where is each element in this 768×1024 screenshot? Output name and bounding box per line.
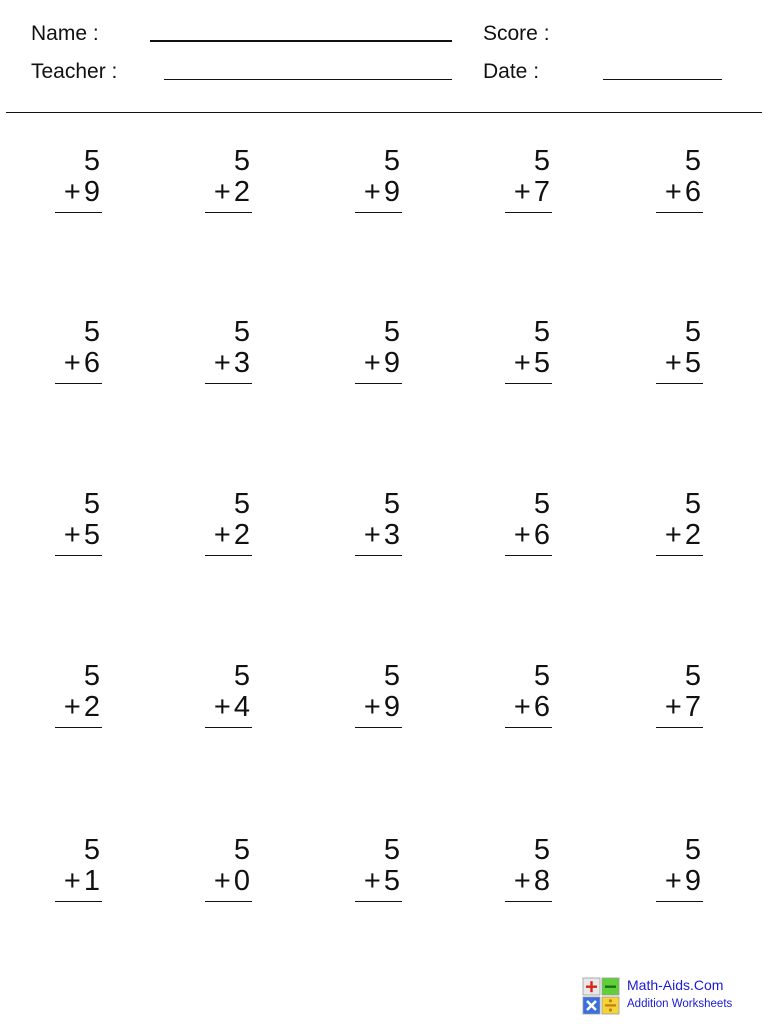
- problem-top-number: 5: [533, 660, 550, 692]
- problem-bottom-number: 6: [83, 347, 100, 379]
- problem-bottom-row: [665, 520, 701, 550]
- problem-top-number: 5: [83, 488, 100, 520]
- addition-problem: [42, 317, 102, 397]
- answer-line[interactable]: [505, 383, 552, 384]
- plus-operator: +: [513, 691, 531, 723]
- problem-bottom-number: 2: [233, 519, 250, 551]
- addition-problem: [643, 146, 703, 226]
- problem-bottom-number: 9: [383, 176, 400, 208]
- addition-problem: [42, 661, 102, 741]
- answer-line[interactable]: [656, 383, 703, 384]
- problem-bottom-row: [514, 177, 550, 207]
- problem-top-number: 5: [684, 488, 701, 520]
- problem-bottom-row: [514, 348, 550, 378]
- plus-operator: +: [63, 519, 81, 551]
- problem-top-number: 5: [684, 660, 701, 692]
- problem-bottom-number: 4: [233, 691, 250, 723]
- answer-line[interactable]: [55, 212, 102, 213]
- answer-line[interactable]: [355, 212, 402, 213]
- addition-problem: [492, 317, 552, 397]
- teacher-field-line[interactable]: [164, 79, 452, 80]
- math-operations-icon: [582, 977, 620, 1015]
- addition-problem: [492, 146, 552, 226]
- plus-operator: +: [363, 176, 381, 208]
- addition-problem: [342, 661, 402, 741]
- addition-problem: [643, 835, 703, 915]
- addition-problem: [643, 489, 703, 569]
- answer-line[interactable]: [656, 212, 703, 213]
- plus-operator: +: [363, 865, 381, 897]
- plus-operator: +: [363, 691, 381, 723]
- addition-problem: [192, 661, 252, 741]
- plus-operator: +: [213, 176, 231, 208]
- problem-bottom-row: [514, 520, 550, 550]
- problem-bottom-number: 7: [533, 176, 550, 208]
- problem-top-number: 5: [83, 316, 100, 348]
- name-label: Name :: [31, 22, 99, 45]
- plus-operator: +: [63, 865, 81, 897]
- plus-operator: +: [664, 519, 682, 551]
- name-field-line[interactable]: [150, 40, 452, 42]
- answer-line[interactable]: [355, 901, 402, 902]
- problem-bottom-number: 0: [233, 865, 250, 897]
- problem-bottom-number: 5: [383, 865, 400, 897]
- answer-line[interactable]: [355, 383, 402, 384]
- problem-top-number: 5: [684, 316, 701, 348]
- answer-line[interactable]: [656, 727, 703, 728]
- problem-top-number: 5: [383, 145, 400, 177]
- problem-bottom-row: [214, 348, 250, 378]
- problem-bottom-number: 8: [533, 865, 550, 897]
- problem-bottom-row: [214, 520, 250, 550]
- answer-line[interactable]: [205, 727, 252, 728]
- answer-line[interactable]: [355, 555, 402, 556]
- answer-line[interactable]: [656, 555, 703, 556]
- addition-problem: [342, 835, 402, 915]
- problem-top-number: 5: [233, 316, 250, 348]
- answer-line[interactable]: [355, 727, 402, 728]
- date-field-line[interactable]: [603, 79, 722, 80]
- problem-bottom-row: [514, 866, 550, 896]
- plus-operator: +: [513, 176, 531, 208]
- answer-line[interactable]: [505, 901, 552, 902]
- problem-bottom-row: [64, 866, 100, 896]
- plus-operator: +: [363, 519, 381, 551]
- problem-bottom-number: 1: [83, 865, 100, 897]
- problem-top-number: 5: [684, 834, 701, 866]
- plus-operator: +: [513, 347, 531, 379]
- answer-line[interactable]: [505, 727, 552, 728]
- problem-bottom-row: [364, 692, 400, 722]
- answer-line[interactable]: [505, 555, 552, 556]
- site-subtitle: Addition Worksheets: [627, 998, 733, 1010]
- problem-bottom-row: [514, 692, 550, 722]
- plus-operator: +: [213, 519, 231, 551]
- addition-problem: [492, 835, 552, 915]
- plus-operator: +: [513, 519, 531, 551]
- addition-problem: [643, 317, 703, 397]
- problem-bottom-number: 3: [383, 519, 400, 551]
- addition-problem: [643, 661, 703, 741]
- problem-top-number: 5: [83, 660, 100, 692]
- problem-bottom-row: [364, 520, 400, 550]
- problem-top-number: 5: [233, 488, 250, 520]
- problem-bottom-row: [665, 348, 701, 378]
- plus-operator: +: [664, 691, 682, 723]
- problem-bottom-number: 6: [533, 691, 550, 723]
- problem-bottom-number: 2: [684, 519, 701, 551]
- problem-bottom-row: [665, 692, 701, 722]
- plus-operator: +: [213, 347, 231, 379]
- problem-top-number: 5: [83, 145, 100, 177]
- problem-bottom-number: 9: [684, 865, 701, 897]
- problem-top-number: 5: [684, 145, 701, 177]
- addition-problem: [492, 661, 552, 741]
- problem-bottom-row: [64, 692, 100, 722]
- answer-line[interactable]: [55, 383, 102, 384]
- problem-top-number: 5: [233, 660, 250, 692]
- problem-bottom-number: 5: [533, 347, 550, 379]
- problem-top-number: 5: [533, 316, 550, 348]
- addition-problem: [492, 489, 552, 569]
- answer-line[interactable]: [55, 901, 102, 902]
- problem-bottom-number: 5: [83, 519, 100, 551]
- problem-bottom-row: [364, 866, 400, 896]
- plus-operator: +: [664, 347, 682, 379]
- problem-bottom-number: 9: [383, 691, 400, 723]
- problem-bottom-number: 2: [233, 176, 250, 208]
- problem-bottom-row: [364, 177, 400, 207]
- problem-top-number: 5: [233, 834, 250, 866]
- problem-bottom-row: [665, 177, 701, 207]
- problem-bottom-row: [364, 348, 400, 378]
- math-aids-branding: [582, 974, 762, 1018]
- problem-bottom-number: 5: [684, 347, 701, 379]
- problem-top-number: 5: [383, 660, 400, 692]
- problem-bottom-row: [214, 866, 250, 896]
- problem-bottom-number: 6: [533, 519, 550, 551]
- problem-bottom-number: 7: [684, 691, 701, 723]
- addition-problem: [342, 489, 402, 569]
- problem-top-number: 5: [383, 488, 400, 520]
- problem-bottom-row: [665, 866, 701, 896]
- plus-operator: +: [363, 347, 381, 379]
- problem-bottom-number: 6: [684, 176, 701, 208]
- answer-line[interactable]: [205, 212, 252, 213]
- answer-line[interactable]: [205, 901, 252, 902]
- problem-top-number: 5: [383, 316, 400, 348]
- answer-line[interactable]: [55, 727, 102, 728]
- addition-problem: [42, 489, 102, 569]
- problem-bottom-number: 9: [83, 176, 100, 208]
- addition-problem: [192, 317, 252, 397]
- problem-bottom-row: [64, 348, 100, 378]
- problem-bottom-row: [64, 177, 100, 207]
- answer-line[interactable]: [55, 555, 102, 556]
- problem-bottom-number: 9: [383, 347, 400, 379]
- plus-operator: +: [63, 347, 81, 379]
- problem-bottom-row: [64, 520, 100, 550]
- score-label: Score :: [483, 22, 550, 45]
- plus-operator: +: [664, 865, 682, 897]
- problem-bottom-number: 2: [83, 691, 100, 723]
- plus-operator: +: [664, 176, 682, 208]
- plus-operator: +: [513, 865, 531, 897]
- problem-bottom-row: [214, 177, 250, 207]
- problem-top-number: 5: [83, 834, 100, 866]
- problem-top-number: 5: [383, 834, 400, 866]
- plus-operator: +: [213, 691, 231, 723]
- problem-top-number: 5: [233, 145, 250, 177]
- teacher-label: Teacher :: [31, 60, 118, 83]
- addition-problem: [192, 835, 252, 915]
- plus-operator: +: [63, 691, 81, 723]
- addition-problem: [192, 146, 252, 226]
- plus-operator: +: [63, 176, 81, 208]
- addition-problem: [42, 835, 102, 915]
- problem-top-number: 5: [533, 145, 550, 177]
- site-name[interactable]: Math-Aids.Com: [627, 977, 724, 993]
- addition-problem: [192, 489, 252, 569]
- answer-line[interactable]: [205, 555, 252, 556]
- header-divider: [6, 112, 762, 113]
- problem-bottom-number: 3: [233, 347, 250, 379]
- answer-line[interactable]: [205, 383, 252, 384]
- problem-top-number: 5: [533, 488, 550, 520]
- date-label: Date :: [483, 60, 540, 83]
- answer-line[interactable]: [656, 901, 703, 902]
- problem-top-number: 5: [533, 834, 550, 866]
- answer-line[interactable]: [505, 212, 552, 213]
- addition-problem: [342, 317, 402, 397]
- addition-problem: [342, 146, 402, 226]
- problem-bottom-row: [214, 692, 250, 722]
- plus-operator: +: [213, 865, 231, 897]
- addition-problem: [42, 146, 102, 226]
